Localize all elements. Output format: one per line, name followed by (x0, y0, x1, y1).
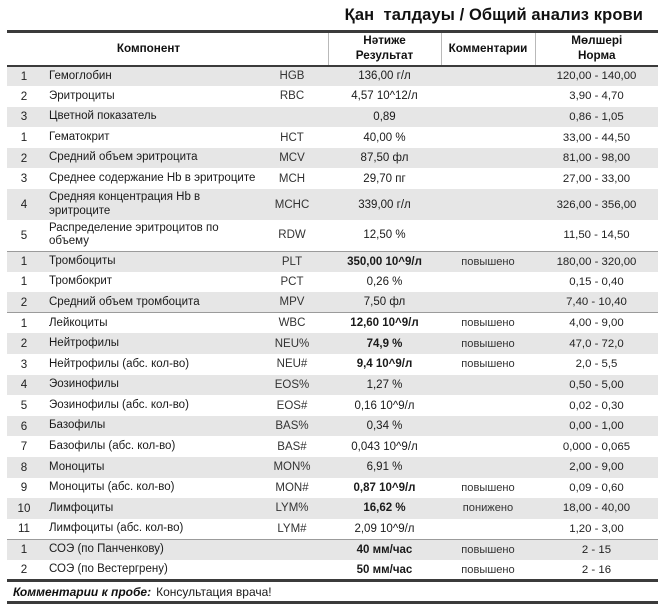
row-component-name: Среднее содержание Hb в эритроците (49, 171, 256, 184)
row-result-value: 0,16 10^9/л (354, 399, 415, 412)
row-abbreviation (256, 560, 328, 581)
row-result-value: 1,27 % (366, 378, 403, 391)
row-comment: повышено (441, 539, 535, 560)
row-abbreviation: RDW (278, 229, 306, 242)
row-result-value: 74,9 % (366, 337, 403, 350)
row-comment (441, 148, 535, 169)
row-abbreviation: RBC (279, 90, 305, 103)
row-number: 3 (20, 172, 28, 186)
page-title: Қан талдауы / Общий анализ крови (344, 5, 643, 24)
row-abbreviation: MPV (279, 296, 305, 309)
column-header-norm-kk: Мөлшері (571, 34, 623, 48)
row-number: 4 (20, 198, 28, 212)
row-result-value: 50 мм/час (356, 563, 413, 576)
row-component-name: Распределение эритроцитов по объему (49, 221, 219, 248)
table-row (7, 168, 658, 189)
row-component-name: Тромбоциты (41, 251, 256, 272)
row-comment: понижено (462, 502, 514, 515)
column-header-number (7, 32, 41, 66)
table-row (7, 251, 658, 272)
row-result-value: 16,62 % (363, 502, 406, 515)
table-row (7, 86, 658, 107)
table-row (7, 292, 658, 313)
row-component-name: СОЭ (по Вестергрену) (49, 562, 168, 575)
row-component-name: Средний объем тромбоцита (49, 295, 200, 308)
row-abbreviation: LYM% (275, 502, 309, 515)
row-number: 11 (17, 522, 31, 536)
row-result-value: 29,70 пг (363, 172, 406, 185)
row-comment: повышено (461, 358, 515, 371)
row-component-name: Лимфоциты (абс. кол-во) (49, 522, 184, 535)
row-comment (441, 168, 535, 189)
row-component-name: Эозинофилы (49, 378, 119, 391)
row-abbreviation: MON% (273, 461, 311, 474)
row-number: 1 (7, 539, 41, 560)
row-number: 8 (20, 460, 28, 474)
row-result-value: 136,00 г/л (358, 70, 411, 83)
row-reference-range: 4,00 - 9,00 (535, 313, 658, 334)
column-header-comments: Комментарии (441, 32, 535, 66)
row-abbreviation: BAS# (277, 440, 307, 453)
row-result-value: 2,09 10^9/л (354, 522, 415, 535)
row-comment: повышено (461, 563, 515, 576)
row-component-name: Базофилы (абс. кол-во) (49, 439, 176, 452)
row-reference-range: 3,90 - 4,70 (569, 90, 624, 103)
column-header-result-ru: Результат (355, 48, 414, 62)
title-bar (0, 0, 665, 30)
table-row (7, 457, 658, 478)
row-reference-range: 0,000 - 0,065 (562, 440, 631, 453)
row-result-value: 0,26 % (366, 275, 403, 288)
row-reference-range: 7,40 - 10,40 (566, 296, 627, 309)
row-component-name: Гемоглобин (49, 69, 112, 82)
row-reference-range: 2 - 16 (581, 563, 612, 576)
table-row (7, 66, 658, 87)
sample-comment-label: Комментарии к пробе: (13, 584, 152, 599)
row-component-name: Эозинофилы (абс. кол-во) (49, 398, 189, 411)
table-row (7, 560, 658, 581)
row-comment (441, 272, 535, 293)
row-abbreviation: MON# (275, 481, 309, 494)
column-header-component: Компонент (41, 32, 256, 66)
table-row (7, 375, 658, 396)
row-comment: повышено (461, 337, 515, 350)
table-row (7, 272, 658, 293)
row-reference-range: 0,15 - 0,40 (569, 275, 624, 288)
row-reference-range: 326,00 - 356,00 (556, 198, 637, 211)
row-reference-range: 0,09 - 0,60 (569, 481, 624, 494)
row-result-value: 0,87 10^9/л (353, 481, 416, 494)
table-row (7, 436, 658, 457)
row-number: 10 (17, 501, 31, 515)
table-row (7, 478, 658, 499)
row-comment (441, 457, 535, 478)
table-row (7, 313, 658, 334)
row-component-name: Средний объем эритроцита (49, 151, 198, 164)
table-body (7, 66, 658, 581)
row-comment: повышено (441, 313, 535, 334)
row-abbreviation: MCHC (274, 198, 310, 211)
row-number: 3 (20, 110, 28, 124)
table-row (7, 148, 658, 169)
row-result-value: 0,34 % (366, 420, 403, 433)
sample-comment-text: Консультация врача! (156, 584, 272, 599)
column-header-result (328, 32, 441, 66)
column-header-result-kk: Нәтиже (363, 34, 406, 48)
row-result-value: 350,00 10^9/л (328, 251, 441, 272)
row-abbreviation: BAS% (275, 420, 309, 433)
table-header-row (7, 32, 658, 66)
table-row (7, 498, 658, 519)
row-component-name: Нейтрофилы (абс. кол-во) (49, 357, 190, 370)
row-comment (441, 66, 535, 87)
row-comment (441, 375, 535, 396)
row-result-value: 12,60 10^9/л (328, 313, 441, 334)
row-reference-range: 180,00 - 320,00 (535, 251, 658, 272)
row-result-value: 4,57 10^12/л (351, 90, 418, 103)
table-header (7, 32, 658, 66)
row-number: 2 (20, 337, 28, 351)
table-row (7, 127, 658, 148)
row-abbreviation (256, 107, 328, 128)
row-comment (441, 220, 535, 251)
row-reference-range: 2,0 - 5,5 (575, 358, 618, 371)
row-abbreviation: HGB (279, 70, 305, 83)
row-component-name: Базофилы (49, 419, 106, 432)
row-comment (441, 86, 535, 107)
table-row (7, 333, 658, 354)
row-reference-range: 2 - 15 (535, 539, 658, 560)
row-number: 9 (20, 481, 28, 495)
row-reference-range: 27,00 - 33,00 (562, 172, 631, 185)
table-row (7, 189, 658, 220)
row-number: 3 (20, 357, 28, 371)
row-component-name: Тромбокрит (49, 275, 113, 288)
row-comment: повышено (441, 251, 535, 272)
row-number: 6 (20, 419, 28, 433)
table-row (7, 395, 658, 416)
row-number: 2 (20, 151, 28, 165)
row-number: 1 (20, 69, 28, 83)
table-row (7, 519, 658, 540)
row-reference-range: 11,50 - 14,50 (563, 229, 630, 242)
row-abbreviation: EOS% (274, 378, 310, 391)
row-result-value: 9,4 10^9/л (356, 358, 413, 371)
row-number: 5 (20, 399, 28, 413)
blood-test-table (7, 30, 658, 582)
table-row (7, 539, 658, 560)
row-component-name: СОЭ (по Панченкову) (41, 539, 256, 560)
row-comment (441, 416, 535, 437)
row-abbreviation: PLT (256, 251, 328, 272)
row-number: 1 (7, 313, 41, 334)
row-number: 7 (20, 440, 28, 454)
row-number: 5 (20, 228, 28, 242)
row-component-name: Моноциты (49, 460, 105, 473)
row-reference-range: 1,20 - 3,00 (569, 522, 624, 535)
sample-comment-row (7, 582, 658, 604)
row-number: 4 (20, 378, 28, 392)
row-comment (441, 395, 535, 416)
row-abbreviation: HCT (280, 131, 304, 144)
column-header-norm-ru: Норма (577, 48, 616, 62)
row-comment (441, 436, 535, 457)
row-abbreviation (256, 539, 328, 560)
column-header-abbreviation (256, 32, 328, 66)
row-comment (441, 107, 535, 128)
row-comment (441, 292, 535, 313)
row-component-name: Гематокрит (49, 130, 110, 143)
row-component-name: Нейтрофилы (49, 336, 120, 349)
row-result-value: 339,00 г/л (358, 198, 411, 211)
row-reference-range: 18,00 - 40,00 (562, 502, 631, 515)
row-reference-range: 81,00 - 98,00 (562, 152, 631, 165)
row-reference-range: 2,00 - 9,00 (569, 461, 624, 474)
row-result-value: 0,043 10^9/л (351, 440, 418, 453)
row-number: 2 (20, 295, 28, 309)
table-row (7, 220, 658, 251)
row-comment (441, 127, 535, 148)
row-abbreviation: PCT (280, 275, 304, 288)
row-result-value: 40 мм/час (328, 539, 441, 560)
row-comment (441, 519, 535, 540)
row-component-name: Моноциты (абс. кол-во) (49, 481, 175, 494)
row-comment (441, 189, 535, 220)
row-result-value: 0,89 (373, 110, 396, 123)
row-reference-range: 0,50 - 5,00 (569, 378, 624, 391)
table-row (7, 354, 658, 375)
column-header-norm (535, 32, 658, 66)
row-abbreviation: LYM# (277, 522, 307, 535)
row-number: 2 (20, 563, 28, 577)
row-abbreviation: EOS# (276, 399, 308, 412)
row-number: 1 (20, 275, 28, 289)
table-row (7, 107, 658, 128)
row-abbreviation: NEU% (274, 337, 310, 350)
row-component-name: Лейкоциты (41, 313, 256, 334)
row-number: 2 (20, 89, 28, 103)
row-number: 1 (7, 251, 41, 272)
row-reference-range: 0,02 - 0,30 (569, 399, 624, 412)
table-row (7, 416, 658, 437)
row-result-value: 40,00 % (363, 131, 406, 144)
row-number: 1 (20, 131, 28, 145)
row-reference-range: 0,00 - 1,00 (569, 420, 624, 433)
row-result-value: 12,50 % (363, 229, 406, 242)
row-abbreviation: WBC (256, 313, 328, 334)
row-component-name: Лимфоциты (49, 501, 114, 514)
row-comment: повышено (461, 481, 515, 494)
row-reference-range: 0,86 - 1,05 (569, 110, 624, 123)
row-component-name: Цветной показатель (49, 110, 157, 123)
row-reference-range: 120,00 - 140,00 (556, 70, 637, 83)
row-abbreviation: MCV (279, 152, 305, 165)
row-result-value: 87,50 фл (360, 152, 409, 165)
row-reference-range: 47,0 - 72,0 (569, 337, 624, 350)
row-reference-range: 33,00 - 44,50 (562, 131, 631, 144)
row-component-name: Эритроциты (49, 89, 115, 102)
row-result-value: 7,50 фл (363, 296, 406, 309)
row-abbreviation: MCH (278, 172, 306, 185)
row-result-value: 6,91 % (366, 461, 403, 474)
row-abbreviation: NEU# (276, 358, 308, 371)
row-component-name: Средняя концентрация Hb в эритроците (49, 191, 201, 217)
